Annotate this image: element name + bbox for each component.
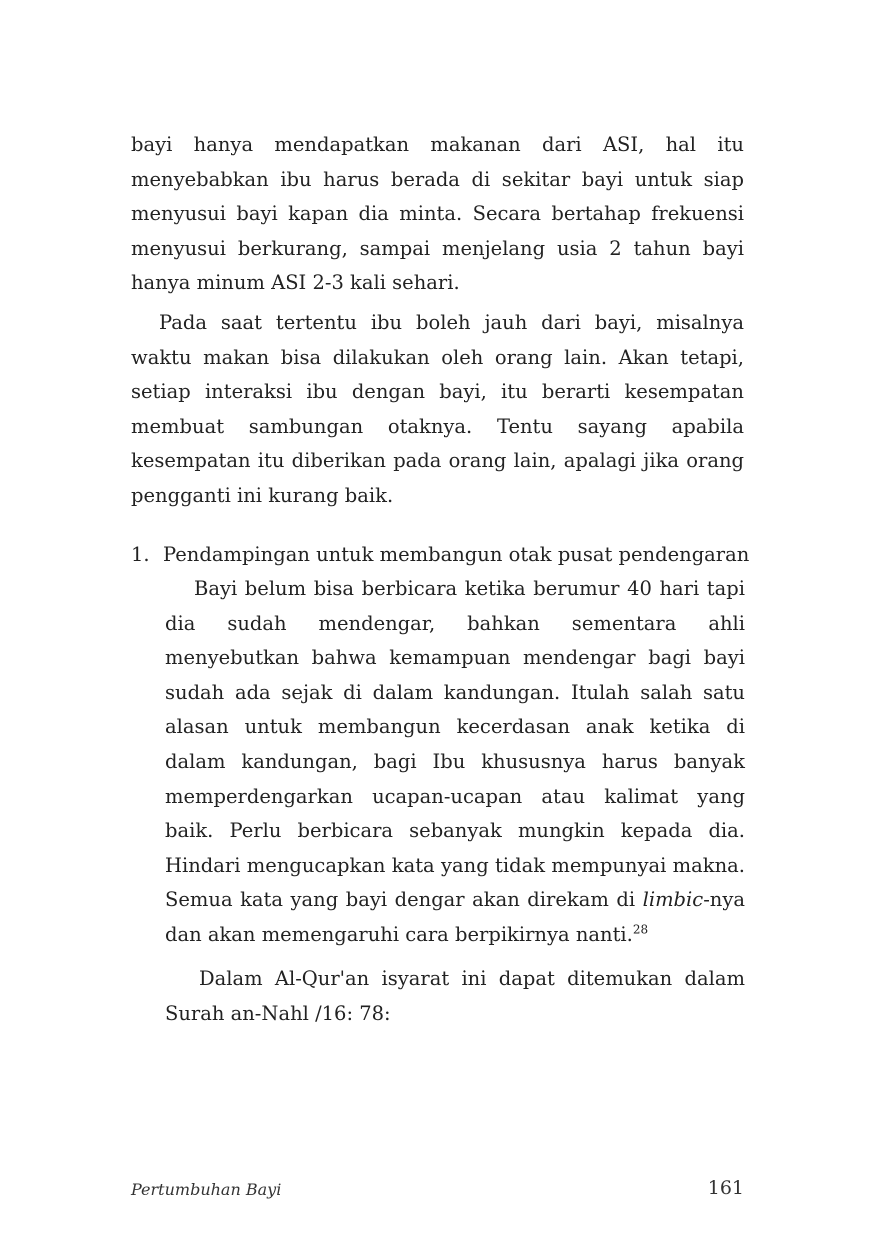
- paragraph-3: [165, 572, 745, 953]
- paragraph-3-italic-term: limbic: [642, 888, 704, 912]
- paragraph-4: Dalam Al-Qur'an isyarat ini dapat ditemukan dalam Surah an-Nahl /16: 78:: [165, 967, 745, 1025]
- running-footer-title: Pertumbuhan Bayi: [131, 1180, 282, 1199]
- page-number: 161: [707, 1177, 744, 1199]
- paragraph-1: bayi hanya mendapatkan makanan dari ASI, hal itu menyebabkan ibu harus berada di sekitar bayi untuk siap menyusui bayi kapan dia minta. Secara bertahap frekuensi menyusui berkurang, sampai menjelang usia 2 tahun bayi hanya minum ASI 2-3 kali sehari.: [131, 133, 744, 295]
- list-item-heading-text: Pendampingan untuk membangun otak pusat pendengaran: [163, 543, 750, 566]
- footnote-reference: 28: [632, 922, 649, 937]
- paragraph-3-text-a: Bayi belum bisa berbicara ketika berumur 40 hari tapi dia sudah mendengar, bahkan sementara ahli menyebutkan bahwa kemampuan mendengar bagi bayi sudah ada sejak di dalam kandungan. Itulah salah satu alasan untuk membangun kecerdasan anak ketika di dalam kandungan, bagi Ibu khususnya harus banyak memperdengarkan ucapan-ucapan atau kalimat yang baik. Perlu berbicara sebanyak mungkin kepada dia. Hindari mengucapkan kata yang tidak mempunyai makna. Semua kata yang bayi dengar akan direkam di: [165, 577, 745, 912]
- paragraph-3-text-b: -nya dan akan memengaruhi cara berpikirnya nanti.: [165, 888, 745, 946]
- paragraph-2: Pada saat tertentu ibu boleh jauh dari bayi, misalnya waktu makan bisa dilakukan oleh orang lain. Akan tetapi, setiap interaksi ibu dengan bayi, itu berarti kesempatan membuat sambungan otaknya. Tentu sayang apabila kesempatan itu diberikan pada orang lain, apalagi jika orang pengganti ini kurang baik.: [131, 311, 744, 507]
- list-item-number: 1.: [131, 543, 150, 566]
- list-item-heading: [131, 538, 771, 573]
